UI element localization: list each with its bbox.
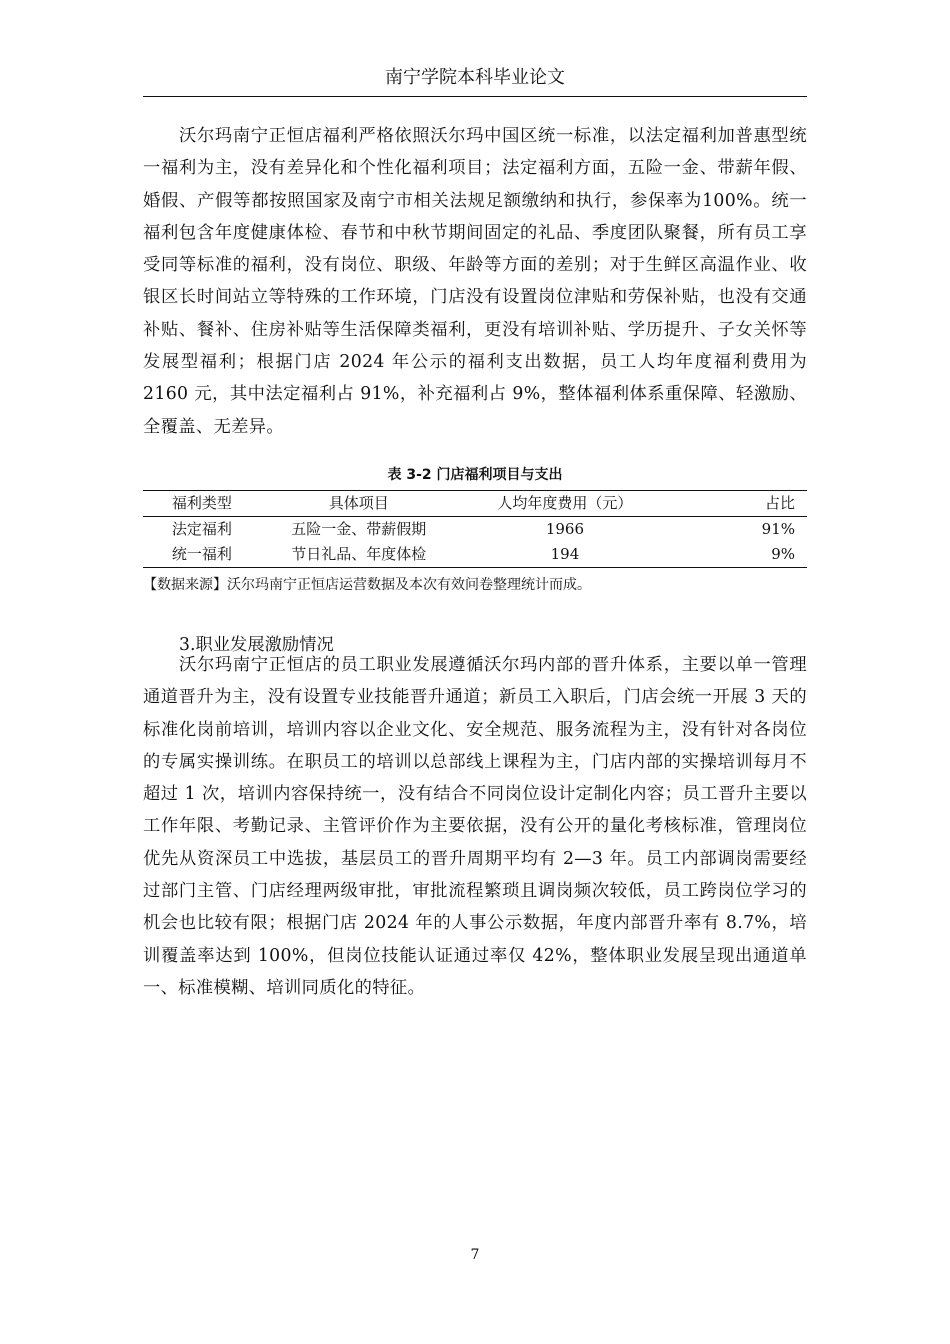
running-header: 南宁学院本科毕业论文 xyxy=(385,67,565,88)
welfare-table xyxy=(143,490,807,568)
table-caption: 表 3-2 门店福利项目与支出 xyxy=(387,467,563,483)
table-cell: 9% xyxy=(771,545,795,563)
table-header-cell: 占比 xyxy=(764,494,795,512)
table-cell: 1966 xyxy=(545,520,585,538)
table-cell: 法定福利 xyxy=(171,520,232,538)
table-header-cell: 福利类型 xyxy=(171,494,232,512)
body-paragraph-career: 沃尔玛南宁正恒店的员工职业发展遵循沃尔玛内部的晋升体系，主要以单一管理通道晋升为主，没有设置专业技能晋升通道；新员工入职后，门店会统一开展 3 天的标准化岗前培训，培训内容以企业文化、安全规范、服务流程为主，没有针对各岗位的专属实操训练。在职员工的培训以总部线上课程为主，门店内部的实操培训每月不超过 1 次，培训内容保持统一，没有结合不同岗位设计定制化内容；员工晋升主要以工作年限、考勤记录、主管评价作为主要依据，没有公开的量化考核标准，管理岗位优先从资深员工中选拔，基层员工的晋升周期平均有 2—3 年。员工内部调岗需要经过部门主管、门店经理两级审批，审批流程繁琐且调岗频次较低，员工跨岗位学习的机会也比较有限；根据门店 2024 年的人事公示数据，年度内部晋升率有 8.7%，培训覆盖率达到 100%，但岗位技能认证通过率仅 42%，整体职业发展呈现出通道单一、标准模糊、培训同质化的特征。 xyxy=(143,655,807,998)
section-heading: 3.职业发展激励情况 xyxy=(179,635,334,655)
table-header-row xyxy=(143,491,807,517)
table-cell: 五险一金、带薪假期 xyxy=(291,520,427,538)
table-header-cell: 具体项目 xyxy=(328,494,389,512)
table-cell: 节日礼品、年度体检 xyxy=(291,545,427,563)
table-header-cell: 人均年度费用（元） xyxy=(497,494,633,512)
table-row xyxy=(143,542,807,568)
table-row xyxy=(143,517,807,543)
header-rule xyxy=(143,96,807,97)
page-number: 7 xyxy=(470,1247,480,1263)
body-paragraph-welfare: 沃尔玛南宁正恒店福利严格依照沃尔玛中国区统一标准，以法定福利加普惠型统一福利为主，没有差异化和个性化福利项目；法定福利方面，五险一金、带薪年假、婚假、产假等都按照国家及南宁市相关法规足额缴纳和执行，参保率为100%。统一福利包含年度健康体检、春节和中秋节期间固定的礼品、季度团队聚餐，所有员工享受同等标准的福利，没有岗位、职级、年龄等方面的差别；对于生鲜区高温作业、收银区长时间站立等特殊的工作环境，门店没有设置岗位津贴和劳保补贴，也没有交通补贴、餐补、住房补贴等生活保障类福利，更没有培训补贴、学历提升、子女关怀等发展型福利；根据门店 2024 年公示的福利支出数据，员工人均年度福利费用为 2160 元，其中法定福利占 91%，补充福利占 9%，整体福利体系重保障、轻激励、全覆盖、无差异。 xyxy=(143,126,807,437)
table-source-note: 【数据来源】沃尔玛南宁正恒店运营数据及本次有效问卷整理统计而成。 xyxy=(143,577,591,593)
table-cell: 统一福利 xyxy=(171,545,232,563)
table-cell: 91% xyxy=(761,520,795,538)
table-cell: 194 xyxy=(550,545,580,563)
